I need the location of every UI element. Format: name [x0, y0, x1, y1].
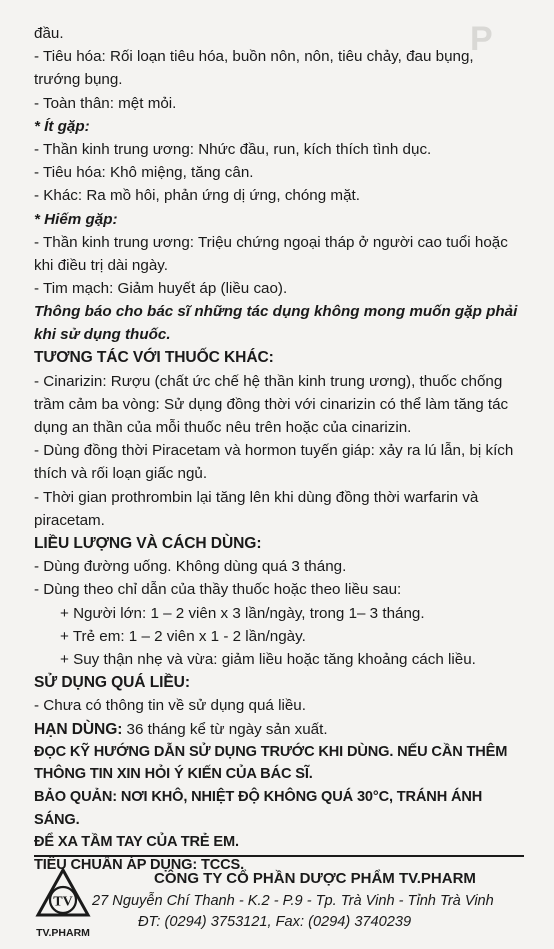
children-warning: ĐỂ XA TẦM TAY CỦA TRẺ EM.: [34, 834, 239, 851]
text-line: đầu.: [34, 25, 64, 42]
leaflet-body: [34, 22, 524, 876]
expiry-value: 36 tháng kể từ ngày sản xuất.: [122, 720, 328, 738]
company-logo: [34, 867, 92, 943]
text-line: - Khác: Ra mồ hôi, phản ứng dị ứng, chóng mặt.: [34, 187, 360, 205]
tv-pharm-logo-icon: [34, 867, 92, 927]
text-line: - Thời gian prothrombin lại tăng lên khi dùng đồng thời warfarin và piracetam.: [34, 488, 479, 529]
standard-line: TIÊU CHUẨN ÁP DỤNG: TCCS.: [34, 856, 245, 873]
company-phone: ĐT: (0294) 3753121, Fax: (0294) 3740239: [138, 914, 412, 930]
heading-dosage: LIỀU LƯỢNG VÀ CÁCH DÙNG:: [34, 535, 262, 553]
text-line: - Tiêu hóa: Khô miệng, tăng cân.: [34, 164, 254, 182]
footer: [34, 867, 530, 943]
storage-line: BẢO QUẢN: NƠI KHÔ, NHIỆT ĐỘ KHÔNG QUÁ 30°C, TRÁNH ÁNH SÁNG.: [34, 789, 483, 828]
dose-item: + Trẻ em: 1 – 2 viên x 1 - 2 lần/ngày.: [60, 627, 306, 645]
dose-item: + Suy thận nhẹ và vừa: giảm liều hoặc tăng khoảng cách liều.: [60, 651, 476, 669]
expiry-line: [34, 718, 524, 741]
section-rare: * Hiếm gặp:: [34, 210, 118, 228]
company-name: CÔNG TY CỔ PHẦN DƯỢC PHẨM TV.PHARM: [154, 870, 476, 887]
section-uncommon: * Ít gặp:: [34, 117, 90, 135]
logo-text: TV.PHARM: [36, 927, 90, 939]
text-line: - Tiêu hóa: Rối loạn tiêu hóa, buồn nôn, nôn, tiêu chảy, đau bụng, trướng bụng.: [34, 48, 474, 89]
text-line: - Thần kinh trung ương: Nhức đầu, run, kích thích tình dục.: [34, 141, 432, 159]
text-line: - Dùng đường uống. Không dùng quá 3 tháng.: [34, 558, 347, 576]
footer-divider: [34, 855, 524, 857]
dose-item: + Người lớn: 1 – 2 viên x 3 lần/ngày, trong 1– 3 tháng.: [60, 604, 425, 622]
notice-text: Thông báo cho bác sĩ những tác dụng không mong muốn gặp phải khi sử dụng thuốc.: [34, 303, 518, 344]
bleed-through-letter: P: [470, 20, 493, 58]
heading-overdose: SỬ DỤNG QUÁ LIỀU:: [34, 674, 190, 692]
text-line: - Dùng theo chỉ dẫn của thầy thuốc hoặc theo liều sau:: [34, 581, 402, 599]
text-line: - Thần kinh trung ương: Triệu chứng ngoại tháp ở người cao tuổi hoặc khi điều trị dài ngày.: [34, 233, 508, 275]
text-line: - Chưa có thông tin về sử dụng quá liều.: [34, 697, 306, 715]
text-line: - Tim mạch: Giảm huyết áp (liều cao).: [34, 280, 288, 298]
heading-interactions: TƯƠNG TÁC VỚI THUỐC KHÁC:: [34, 349, 274, 367]
logo-mark: TV: [53, 894, 73, 910]
read-instructions: ĐỌC KỸ HƯỚNG DẪN SỬ DỤNG TRƯỚC KHI DÙNG. NẾU CẦN THÊM THÔNG TIN XIN HỎI Ý KIẾN CỦA BÁC SĨ.: [34, 743, 508, 783]
text-line: - Toàn thân: mệt mỏi.: [34, 94, 177, 112]
company-address: 27 Nguyễn Chí Thanh - K.2 - P.9 - Tp. Trà Vinh - Tỉnh Trà Vinh: [92, 893, 494, 909]
text-line: - Cinarizin: Rượu (chất ức chế hệ thần kinh trung ương), thuốc chống trầm cảm ba vòng: Sử dụng đồng thời với cinarizin có thể làm tăng tác dụng an thần của mỗi thuốc nêu trên hoặc của cinarizin.: [34, 372, 509, 437]
text-line: - Dùng đồng thời Piracetam và hormon tuyến giáp: xảy ra lú lẫn, bị kích thích và rối loạn giấc ngủ.: [34, 442, 514, 483]
expiry-label: HẠN DÙNG:: [34, 720, 123, 738]
